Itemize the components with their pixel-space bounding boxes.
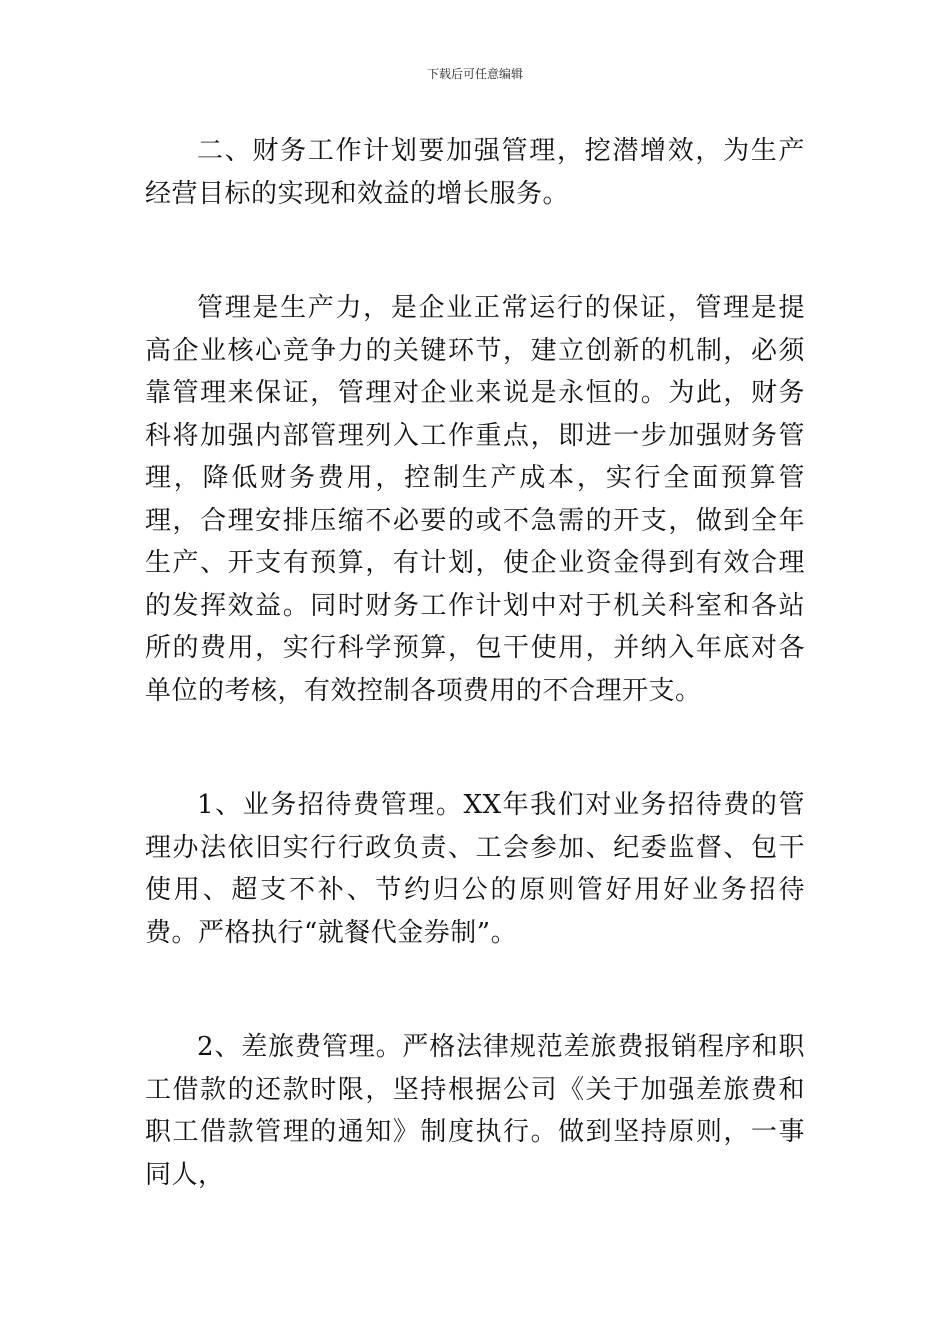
paragraph-spacer bbox=[145, 954, 805, 1026]
paragraph-travel-expenses: 2、差旅费管理。严格法律规范差旅费报销程序和职工借款的还款时限，坚持根据公司《关于加强差旅费和职工借款管理的通知》制度执行。做到坚持原则，一事同人， bbox=[145, 1032, 805, 1190]
page-header-note: 下载后可任意编辑 bbox=[426, 67, 523, 81]
paragraph-spacer bbox=[145, 712, 805, 784]
paragraph-section-two-heading: 二、财务工作计划要加强管理，挖潜增效，为生产经营目标的实现和效益的增长服务。 bbox=[145, 136, 805, 209]
paragraph-spacer bbox=[145, 215, 805, 287]
paragraph-hospitality-expenses: 1、业务招待费管理。XX年我们对业务招待费的管理办法依旧实行行政负责、工会参加、纪委监督、包干使用、超支不补、节约归公的原则管好用好业务招待费。严格执行“就餐代金券制”。 bbox=[145, 790, 805, 948]
document-body bbox=[145, 130, 805, 1196]
paragraph-management-overview: 管理是生产力，是企业正常运行的保证，管理是提高企业核心竞争力的关键环节，建立创新的机制，必须靠管理来保证，管理对企业来说是永恒的。为此，财务科将加强内部管理列入工作重点，即进一步加强财务管理，降低财务费用，控制生产成本，实行全面预算管理，合理安排压缩不必要的或不急需的开支，做到全年生产、开支有预算，有计划，使企业资金得到有效合理的发挥效益。同时财务工作计划中对于机关科室和各站所的费用，实行科学预算，包干使用，并纳入年底对各单位的考核，有效控制各项费用的不合理开支。 bbox=[145, 293, 805, 706]
